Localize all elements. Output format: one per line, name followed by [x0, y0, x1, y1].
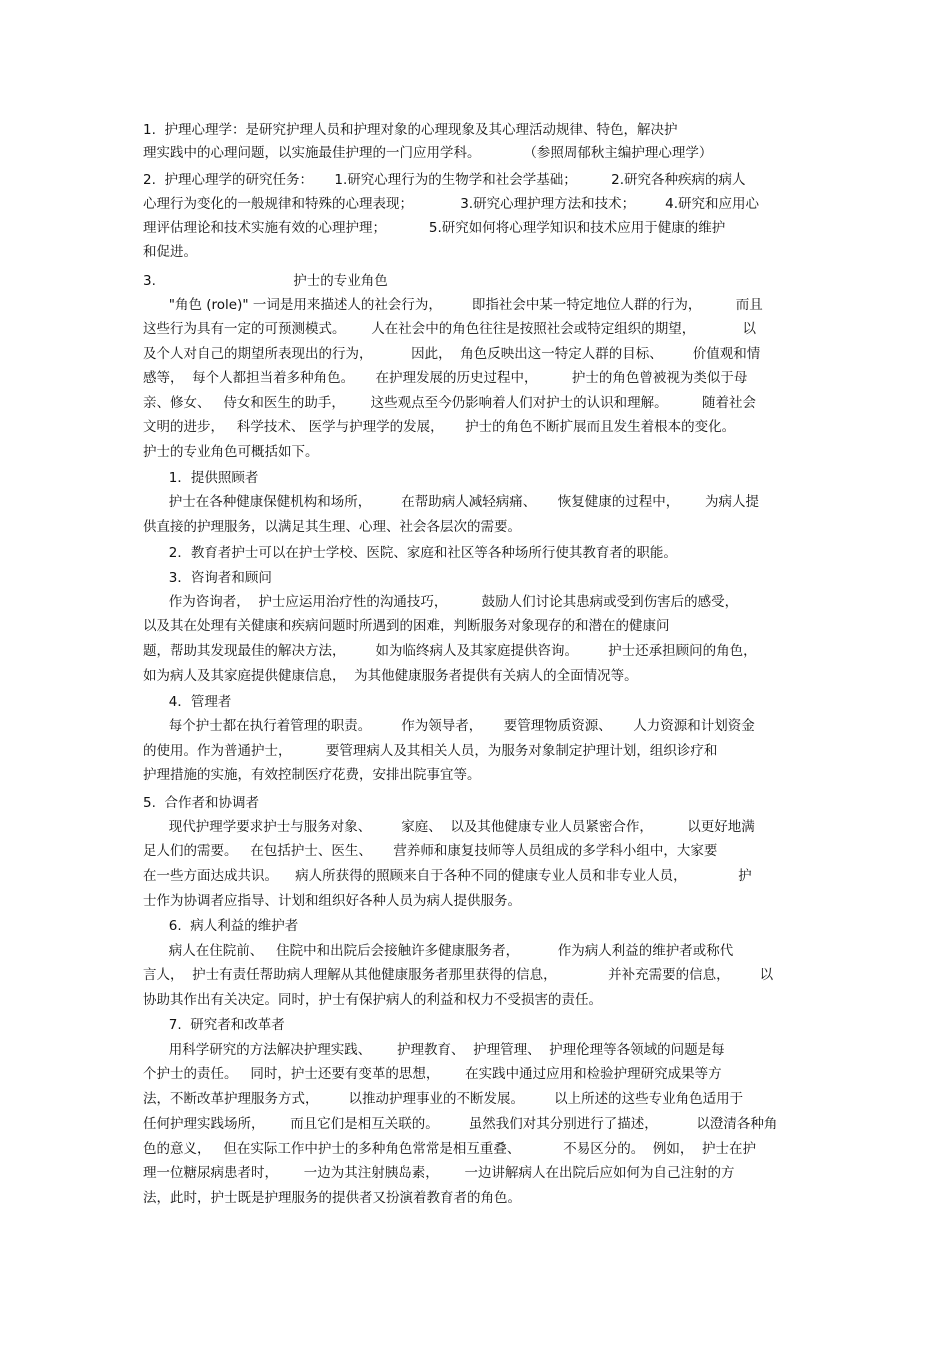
text-line: 在一些方面达成共识。 病人所获得的照顾来自于各种不同的健康专业人员和非专业人员， 护	[143, 868, 752, 884]
text-line: 个护士的责任。 同时，护士还要有变革的思想， 在实践中通过应用和检验护理研究成果等方	[143, 1066, 722, 1082]
text-line: 的使用。作为普通护士， 要管理病人及其相关人员，为服务对象制定护理计划，组织诊疗和	[143, 743, 718, 759]
text-line: 病人在住院前、 住院中和出院后会接触许多健康服务者， 作为病人利益的维护者或称代	[143, 943, 734, 959]
text-line: 作为咨询者， 护士应运用治疗性的沟通技巧， 鼓励人们讨论其患病或受到伤害后的感受，	[143, 594, 739, 610]
subheading: 6. 病人利益的维护者	[143, 918, 299, 934]
text-line: 2. 护理心理学的研究任务： 1.研究心理行为的生物学和社会学基础； 2.研究各种疾病的病人	[143, 172, 746, 188]
text-line: 护士的专业角色可概括如下。	[143, 444, 319, 460]
text-line: 任何护理实践场所， 而且它们是相互关联的。 虽然我们对其分别进行了描述， 以澄清各种角	[143, 1116, 778, 1132]
text-line: 法，不断改革护理服务方式， 以推动护理事业的不断发展。 以上所述的这些专业角色适用于	[143, 1091, 744, 1107]
text-line: 法，此时，护士既是护理服务的提供者又扮演着教育者的角色。	[143, 1190, 521, 1206]
subheading: 4．管理者	[143, 694, 232, 710]
text-line: 士作为协调者应指导、计划和组织好各种人员为病人提供服务。	[143, 893, 521, 909]
subheading: 7. 研究者和改革者	[143, 1017, 285, 1033]
text-line: 协助其作出有关决定。同时，护士有保护病人的利益和权力不受损害的责任。	[143, 992, 602, 1008]
subheading: 1．提供照顾者	[143, 470, 259, 486]
text-line: 护理措施的实施，有效控制医疗花费，安排出院事宜等。	[143, 767, 481, 783]
subheading: 3．咨询者和顾问	[143, 570, 272, 586]
text-line: 这些行为具有一定的可预测模式。 人在社会中的角色往往是按照社会或特定组织的期望， 以	[143, 321, 756, 337]
text-line: 言人， 护士有责任帮助病人理解从其他健康服务者那里获得的信息， 并补充需要的信息， 以	[143, 967, 774, 983]
text-line: 以及其在处理有关健康和疾病问题时所遇到的困难，判断服务对象现存的和潜在的健康问	[143, 618, 670, 634]
text-line: 每个护士都在执行着管理的职责。 作为领导者， 要管理物质资源、 人力资源和计划资金	[143, 718, 755, 734]
text-line: 2．教育者护士可以在护士学校、医院、家庭和社区等各种场所行使其教育者的职能。	[143, 545, 677, 561]
text-line: 文明的进步， 科学技术、 医学与护理学的发展， 护士的角色不断扩展而且发生着根本的变化。	[143, 419, 736, 435]
text-line: 理实践中的心理问题，以实施最佳护理的一门应用学科。 （参照周郁秋主编护理心理学）	[143, 145, 713, 161]
text-line: 护士在各种健康保健机构和场所， 在帮助病人减轻病痛、 恢复健康的过程中， 为病人提	[143, 494, 759, 510]
text-line: 和促进。	[143, 244, 197, 260]
text-line: 题，帮助其发现最佳的解决方法， 如为临终病人及其家庭提供咨询。 护士还承担顾问的角色，	[143, 643, 757, 659]
text-line: 理评估理论和技术实施有效的心理护理； 5.研究如何将心理学知识和技术应用于健康的维护	[143, 220, 726, 236]
subheading: 5. 合作者和协调者	[143, 795, 259, 811]
text-line: 供直接的护理服务，以满足其生理、心理、社会各层次的需要。	[143, 519, 521, 535]
text-line: 1. 护理心理学：是研究护理人员和护理对象的心理现象及其心理活动规律、特色，解决护	[143, 122, 678, 138]
text-line: 如为病人及其家庭提供健康信息， 为其他健康服务者提供有关病人的全面情况等。	[143, 668, 638, 684]
section-heading: 3. 护士的专业角色	[143, 273, 388, 289]
text-line: 色的意义， 但在实际工作中护士的多种角色常常是相互重叠、 不易区分的。 例如， 护士在护	[143, 1141, 756, 1157]
text-line: 足人们的需要。 在包括护士、医生、 营养师和康复技师等人员组成的多学科小组中，大家要	[143, 843, 718, 859]
text-line: 亲、修女、 侍女和医生的助手， 这些观点至今仍影响着人们对护士的认识和理解。 随着社会	[143, 395, 756, 411]
text-line: 理一位糖尿病患者时， 一边为其注射胰岛素， 一边讲解病人在出院后应如何为自己注射的方	[143, 1165, 735, 1181]
text-line: "角色 (role)" 一词是用来描述人的社会行为， 即指社会中某一特定地位人群的行为， 而且	[143, 297, 763, 313]
text-line: 心理行为变化的一般规律和特殊的心理表现； 3.研究心理护理方法和技术； 4.研究和应用心	[143, 196, 760, 212]
text-line: 现代护理学要求护士与服务对象、 家庭、 以及其他健康专业人员紧密合作， 以更好地满	[143, 819, 755, 835]
text-line: 感等， 每个人都担当着多种角色。 在护理发展的历史过程中， 护士的角色曾被视为类似于母	[143, 370, 748, 386]
text-line: 用科学研究的方法解决护理实践、 护理教育、 护理管理、 护理伦理等各领域的问题是每	[143, 1042, 725, 1058]
text-line: 及个人对自己的期望所表现出的行为， 因此， 角色反映出这一特定人群的目标、 价值观和情	[143, 346, 761, 362]
